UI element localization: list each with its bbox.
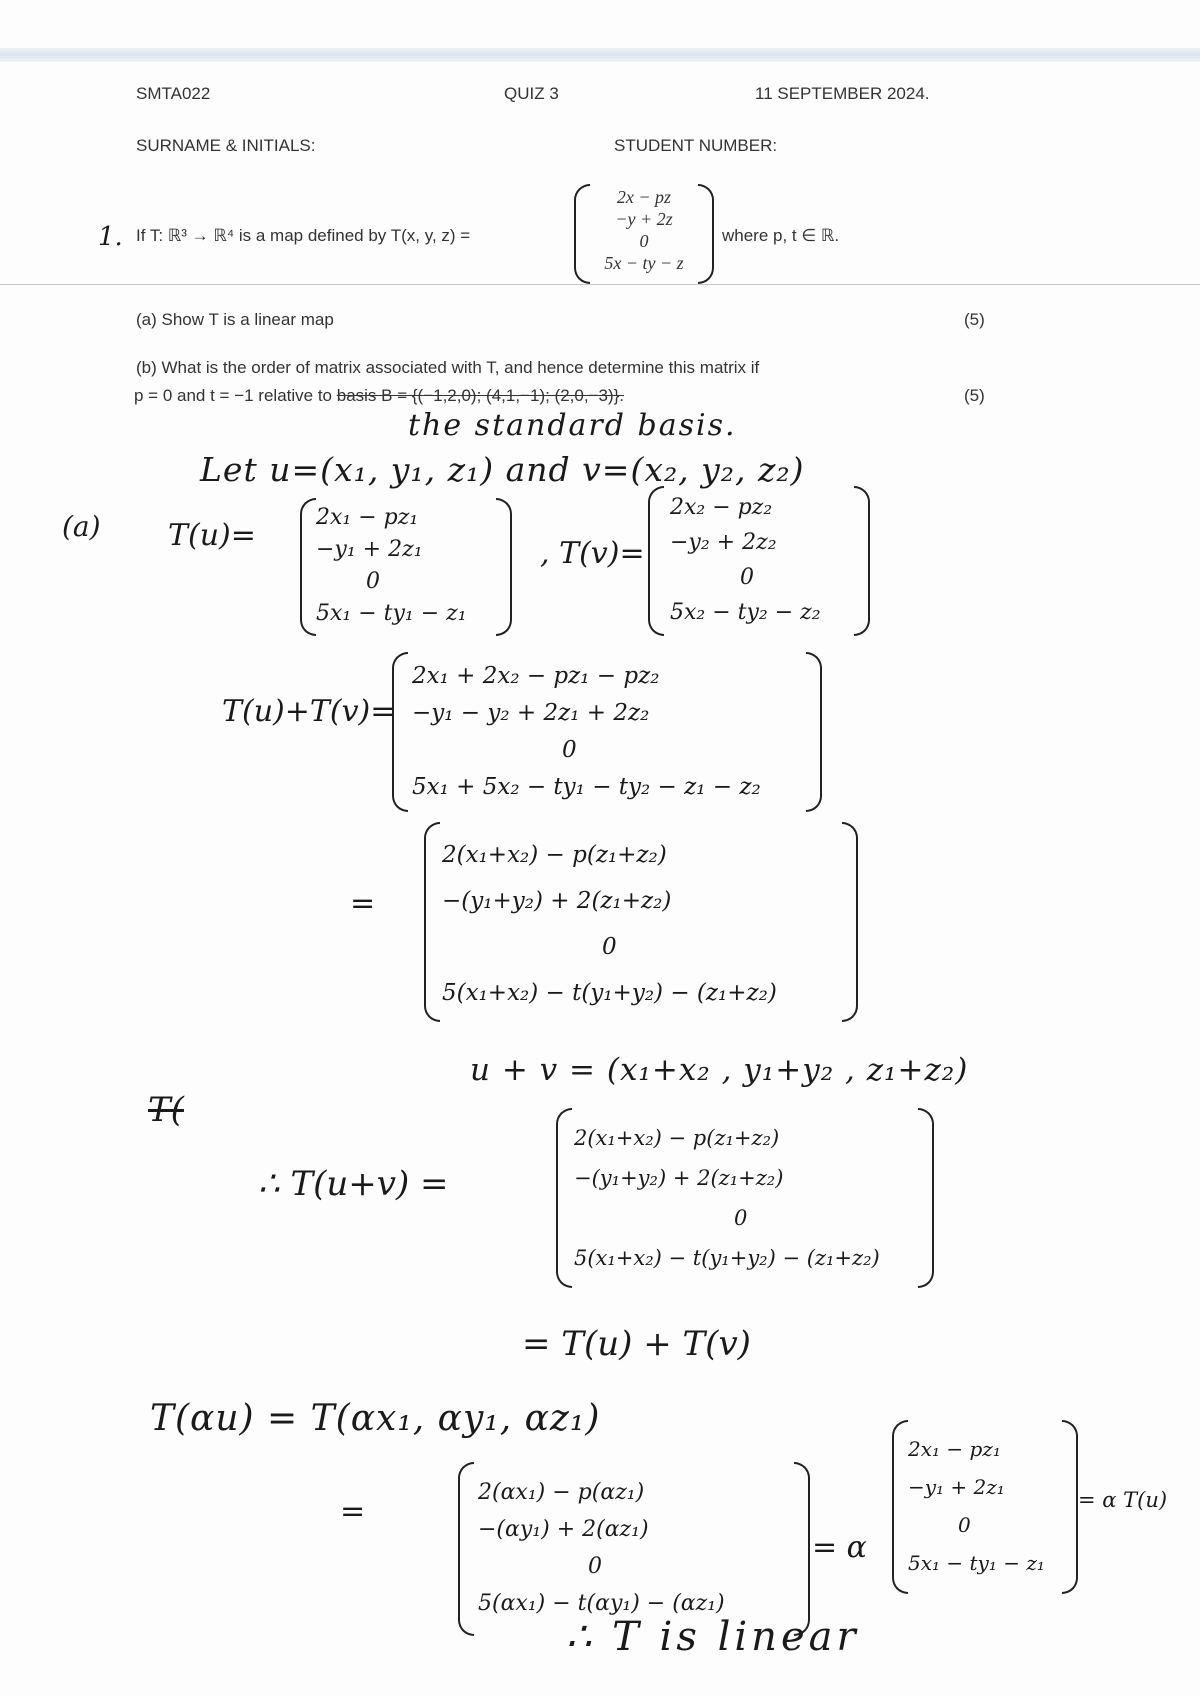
conclusion: ∴ T is linear — [566, 1614, 860, 1660]
matrix-row: −y₂ + 2z₂ — [670, 530, 777, 555]
matrix-row: −y₁ + 2z₁ — [316, 537, 423, 562]
matrix-row: 5x − ty − z — [604, 253, 684, 273]
right-paren — [1062, 1420, 1078, 1594]
student-number-label: STUDENT NUMBER: — [614, 136, 778, 155]
tv-label: , T(v)= — [540, 536, 645, 571]
matrix-row: 0 — [639, 231, 649, 251]
matrix-row: −(y₁+y₂) + 2(z₁+z₂) — [574, 1166, 784, 1190]
tu-matrix — [300, 498, 512, 636]
scalar-line: T(αu) = T(αx₁, αy₁, αz₁) — [150, 1398, 601, 1439]
right-paren — [496, 498, 512, 636]
left-paren — [424, 822, 440, 1022]
matrix-row: 2(x₁+x₂) − p(z₁+z₂) — [442, 842, 667, 868]
right-paren — [842, 822, 858, 1022]
matrix-row: 0 — [740, 565, 754, 590]
map-definition-matrix — [574, 184, 714, 284]
matrix-row: 5x₁ − ty₁ − z₁ — [908, 1551, 1045, 1575]
part-b-marks: (5) — [964, 386, 985, 405]
part-b-text: (b) What is the order of matrix associated with T, and hence determine this matrix if — [136, 358, 760, 377]
matrix-row: 2x₁ − pz₁ — [908, 1437, 1001, 1461]
matrix-body — [316, 502, 467, 630]
part-a-marks: (5) — [964, 310, 985, 329]
alpha-matrix — [892, 1420, 1078, 1594]
margin-scribble: (a) — [62, 510, 101, 543]
matrix-row: −y₁ − y₂ + 2z₁ + 2z₂ — [412, 700, 650, 726]
question-number: 1. — [98, 222, 123, 252]
matrix-row: 0 — [734, 1206, 748, 1230]
matrix-body — [412, 658, 761, 806]
surname-label: SURNAME & INITIALS: — [136, 136, 316, 155]
left-paren — [556, 1108, 572, 1288]
matrix-row: −y + 2z — [615, 209, 673, 229]
tuv-label: ∴ T(u+v) = — [258, 1164, 449, 1204]
matrix-row: 5(x₁+x₂) − t(y₁+y₂) − (z₁+z₂) — [442, 980, 777, 1006]
scalar-matrix — [458, 1462, 810, 1636]
struck-scribble: T( — [148, 1090, 184, 1130]
sum-matrix — [392, 652, 822, 812]
quiz-title: QUIZ 3 — [504, 84, 559, 103]
matrix-row: 2x₁ + 2x₂ − pz₁ − pz₂ — [412, 663, 660, 689]
handwritten-let-line: Let u=(x₁, y₁, z₁) and v=(x₂, y₂, z₂) — [200, 450, 805, 489]
matrix-row: 5x₂ − ty₂ − z₂ — [670, 600, 821, 625]
right-paren — [854, 486, 870, 636]
matrix-body — [478, 1474, 725, 1622]
matrix-row: 0 — [562, 737, 577, 763]
part-b-text-line2 — [134, 386, 624, 406]
equals-sign: = — [340, 1494, 366, 1529]
factored-sum-matrix — [424, 822, 858, 1022]
additivity-result: = T(u) + T(v) — [522, 1324, 751, 1364]
matrix-body — [442, 832, 777, 1016]
handwritten-correction: the standard basis. — [408, 408, 737, 443]
matrix-row: 5x₁ + 5x₂ − ty₁ − ty₂ − z₁ − z₂ — [412, 774, 761, 800]
right-paren — [794, 1462, 810, 1636]
matrix-row: 5(x₁+x₂) − t(y₁+y₂) − (z₁+z₂) — [574, 1246, 880, 1270]
part-b-prefix: p = 0 and t = −1 relative to — [134, 386, 332, 405]
matrix-row: 2(αx₁) − p(αz₁) — [478, 1480, 645, 1505]
matrix-row: 0 — [602, 934, 617, 960]
matrix-row: −(y₁+y₂) + 2(z₁+z₂) — [442, 888, 672, 914]
course-code: SMTA022 — [136, 84, 211, 103]
matrix-row: 5(αx₁) − t(αy₁) − (αz₁) — [478, 1591, 725, 1616]
question-stem-suffix: where p, t ∈ ℝ. — [722, 226, 840, 245]
part-a-text: (a) Show T is a linear map — [136, 310, 334, 329]
matrix-row: 2x − pz — [616, 187, 672, 207]
matrix-row: 0 — [958, 1513, 971, 1537]
matrix-row: 2(x₁+x₂) − p(z₁+z₂) — [574, 1126, 780, 1150]
struck-basis: basis B = {(−1,2,0); (4,1,−1); (2,0,−3)}. — [336, 386, 625, 405]
matrix-row: 2x₂ − pz₂ — [670, 495, 773, 520]
tv-matrix — [648, 486, 870, 636]
matrix-row: 2x₁ − pz₁ — [316, 505, 419, 530]
left-paren — [392, 652, 408, 812]
matrix-body — [670, 490, 821, 630]
matrix-row: −y₁ + 2z₁ — [908, 1475, 1005, 1499]
alpha-equals: = α — [812, 1530, 867, 1565]
left-paren — [892, 1420, 908, 1594]
matrix-row: −(αy₁) + 2(αz₁) — [478, 1517, 649, 1542]
scan-edge-band — [0, 48, 1200, 62]
alpha-tail: = α T(u) — [1078, 1488, 1168, 1512]
matrix-body — [574, 1118, 880, 1278]
tu-label: T(u)= — [168, 518, 256, 553]
question-stem: If T: ℝ³ → ℝ⁴ is a map defined by T(x, y, z) = — [136, 226, 471, 245]
uv-sum-line: u + v = (x₁+x₂ , y₁+y₂ , z₁+z₂) — [470, 1052, 969, 1088]
right-paren — [918, 1108, 934, 1288]
scan-fold-line — [0, 284, 1200, 285]
matrix-row: 0 — [366, 569, 380, 594]
left-paren — [458, 1462, 474, 1636]
left-paren — [648, 486, 664, 636]
equals-sign: = — [350, 886, 376, 921]
matrix-row: 5x₁ − ty₁ − z₁ — [316, 601, 467, 626]
left-paren — [300, 498, 316, 636]
matrix-body — [908, 1430, 1045, 1582]
matrix-body — [574, 186, 714, 274]
matrix-row: 0 — [588, 1554, 602, 1579]
tuv-matrix — [556, 1108, 934, 1288]
quiz-date: 11 SEPTEMBER 2024. — [755, 84, 930, 103]
right-paren — [806, 652, 822, 812]
sum-label: T(u)+T(v)= — [222, 694, 396, 729]
